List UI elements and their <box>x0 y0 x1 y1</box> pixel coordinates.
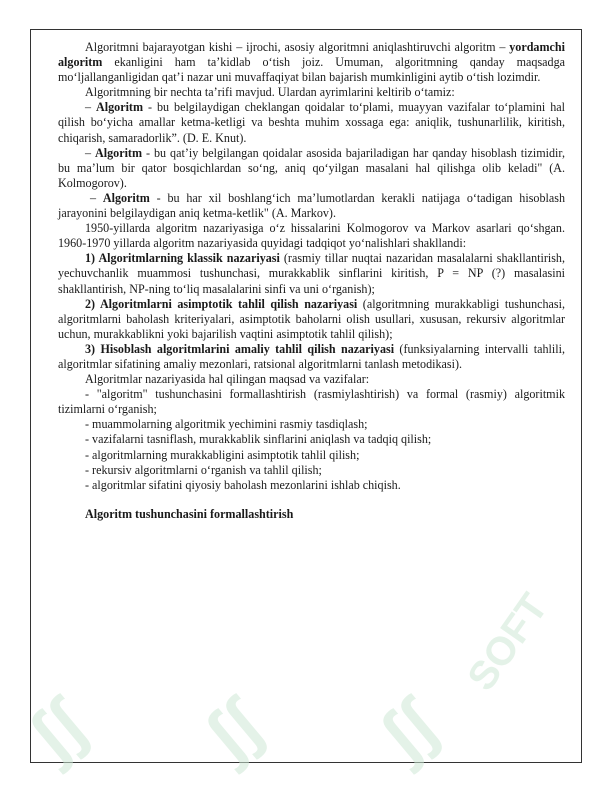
bold-term: Algoritm <box>95 145 143 160</box>
research-direction-1: 1) Algoritmlarning klassik nazariyasi (rasmiy tillar nuqtai nazaridan masalalarni shakllantirish, yechuvchanlik muammosi tushunchasi, murakkablik sinflarini kiritish, P = NP (?) masalasini shakllantirish, NP-ning to‘liq masalalarini sinfi va uni o‘rganish); <box>58 251 565 296</box>
document-body <box>58 40 565 522</box>
definition-knut: – Algoritm - bu belgilaydigan cheklangan qoidalar to‘plami, muayyan vazifalar to‘plamini hal qilish bo‘yicha amallar ketma-ketligi va beshta muhim xossaga ega: aniqlik, tushunarlilik, kiritish, chiqarish, samaradorlik”. (D. E. Knut). <box>58 100 565 145</box>
research-direction-3: 3) Hisoblash algoritmlarini amaliy tahlil qilish nazariyasi (funksiyalarning intervalli tahlili, algoritmlar sifatining amaliy mezonlari, ratsional algoritmlarni tanlash metodikasi). <box>58 341 565 371</box>
paragraph: 1950-yillarda algoritm nazariyasiga o‘z hissalarini Kolmogorov va Markov asarlari qo‘shgan. 1960-1970 yillarda algoritm nazariyasida quyidagi tadqiqot yo‘nalishlari shakllandi: <box>58 221 565 251</box>
bold-term: Algoritm <box>102 190 150 205</box>
watermark-mark: ʃʃ <box>14 685 101 775</box>
list-item: - algoritmlarning murakkabligini asimptotik tahlil qilish; <box>85 447 360 462</box>
watermark-mark: ʃʃ <box>190 685 277 775</box>
list-item: - muammolarning algoritmik yechimini rasmiy tasdiqlash; <box>85 417 368 432</box>
bold-term: yordamchi algoritm <box>58 40 565 70</box>
definition-markov: – Algoritm - bu har xil boshlang‘ich ma’lumotlardan kerakli natijaga o‘tadigan hisoblash jarayonini belgilaydigan aniq ketma-ketlik" (A. Markov). <box>58 190 565 221</box>
section-heading: Algoritm tushunchasini formallashtirish <box>85 506 294 521</box>
bold-term: Algoritm <box>96 100 144 115</box>
list-item: - algoritmlar sifatini qiyosiy baholash mezonlarini ishlab chiqish. <box>85 477 401 492</box>
paragraph: Algoritmni bajarayotgan kishi – ijrochi, asosiy algoritmni aniqlashtiruvchi algoritm – yordamchi algoritm ekanligini ham ta’kidlab o‘tish joiz. Umuman, algoritmning qanday maqsadga mo‘ljallanganligidan qat’i nazar uni muvaffaqiyat bilan bajarish mumkinligini aytib o‘tish lozimdir. <box>58 40 565 85</box>
definition-kolmogorov: – Algoritm - bu qat’iy belgilangan qoidalar asosida bajariladigan har qanday hisoblash tizimidir, bu ma’lum bir qator bosqichlardan so‘ng, aniq qo‘yilgan masalani hal qilishga olib keladi" (A. Kolmogorov). <box>58 145 565 190</box>
paragraph: Algoritmning bir nechta ta’rifi mavjud. Ulardan ayrimlarini keltirib o‘tamiz: <box>85 85 455 100</box>
watermark-text: SOFT <box>459 585 557 699</box>
list-item: - vazifalarni tasniflash, murakkablik sinflarini aniqlash va tadqiq qilish; <box>85 432 432 447</box>
paragraph: Algoritmlar nazariyasida hal qilingan maqsad va vazifalar: <box>85 372 370 387</box>
research-direction-2: 2) Algoritmlarni asimptotik tahlil qilish nazariyasi (algoritmning murakkabligi tushunchasi, algoritmlarni baholash kriteriyalari, asimptotik baholarni olish usullari, xususan, rekursiv algoritmlar uchun, murakkablikni yoki bajarilish vaqtini asimptotik tahlil qilish); <box>58 296 565 341</box>
list-item: - "algoritm" tushunchasini formallashtirish (rasmiylashtirish) va formal (rasmiy) algoritmik tizimlarni o‘rganish; <box>58 387 565 417</box>
watermark-mark: ʃʃ <box>365 685 452 775</box>
list-item: - rekursiv algoritmlarni o‘rganish va tahlil qilish; <box>85 462 322 477</box>
